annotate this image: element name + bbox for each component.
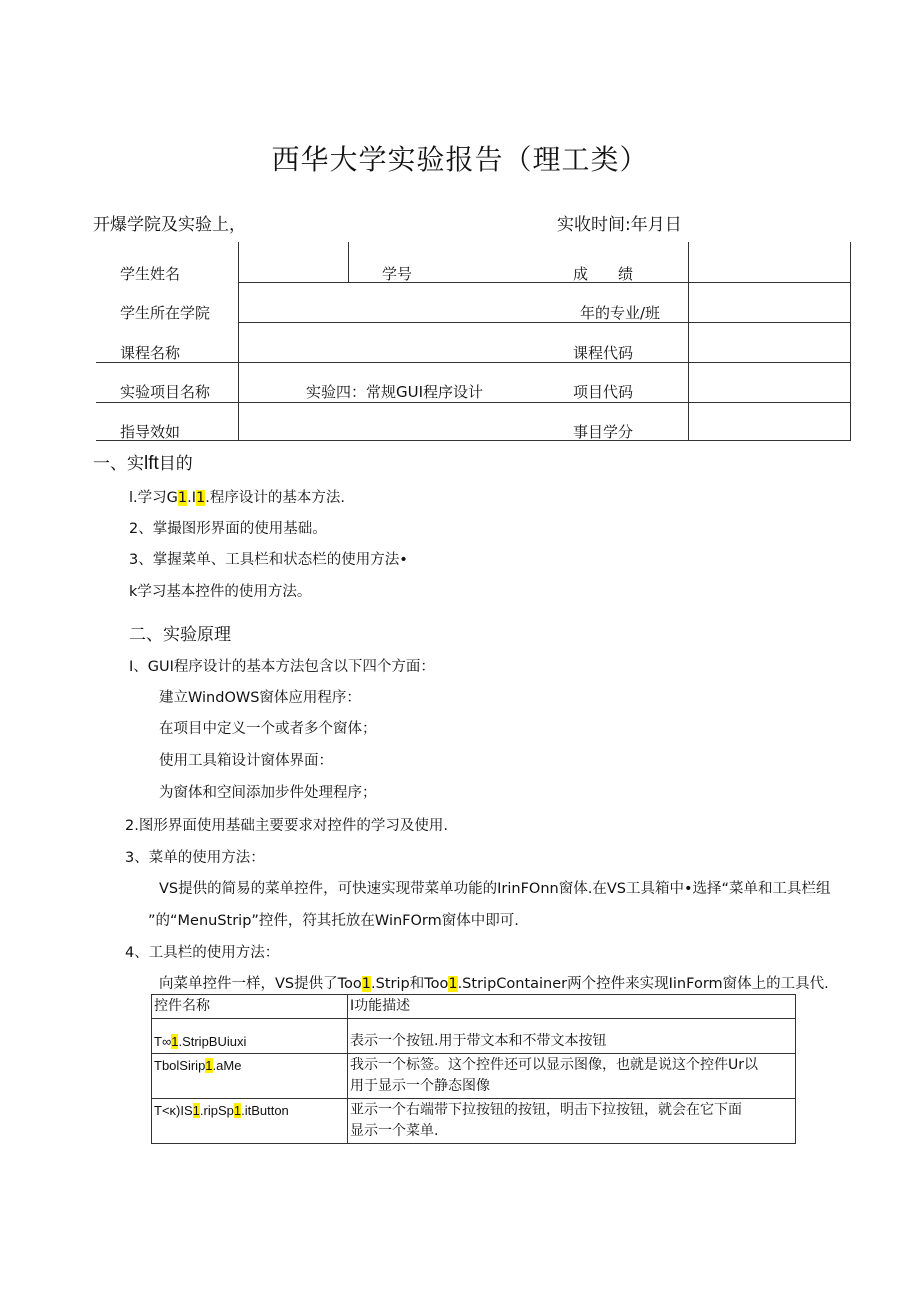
line-text: .StripContainer两个控件来实现IinForm窗体上的工具代. (457, 976, 829, 992)
label-student-name: 学生姓名 (120, 265, 181, 283)
college-label: 开爆学院及实验上， (93, 215, 246, 235)
label-college: 学生所在学院 (120, 304, 211, 322)
item-text: .程序设计的基本方法. (205, 490, 345, 506)
label-course-name: 课程名称 (120, 344, 181, 362)
section1-heading-post: 目的 (158, 454, 193, 474)
cell-text: TbolSirip (154, 1058, 206, 1073)
project-name-value: 实验四：常规GUI程序设计 (306, 383, 484, 401)
label-major-class: 年的专业/班 (580, 304, 661, 322)
section1-item-1 (129, 486, 345, 507)
table-header-row (152, 995, 796, 1019)
line-text: 向菜单控件一样，VS提供了Too (159, 976, 362, 992)
section2-p3-line1: VS提供的简易的菜单控件，可快速实现带菜单功能的IrinFOnn窗体.在VS工具箱中•选择“菜单和工具栏组 (159, 881, 831, 897)
label-project-name: 实验项目名称 (120, 383, 211, 401)
info-table (96, 242, 851, 441)
page-title: 西华大学实验报告（理工类） (271, 143, 649, 176)
item-text: l.学习G (129, 490, 178, 506)
description-line: 用于显示一个静态图像 (350, 1078, 490, 1094)
cell-text: .StripBUiuxi (178, 1034, 247, 1049)
table-row (152, 1019, 796, 1054)
section1-heading-mid: lft (144, 453, 159, 474)
table-row (152, 1054, 796, 1099)
highlight-mark: 1 (192, 1103, 200, 1118)
section2-p4: 4、工具栏的使用方法： (125, 945, 280, 961)
description-line: 亚示一个右端带下拉按钮的按钮，明击下拉按钮，就会在它下面 (350, 1102, 742, 1118)
item-text: .I (187, 490, 196, 506)
description-line: 显示一个菜单. (350, 1123, 439, 1139)
section1-heading (93, 449, 193, 475)
cell-text: T<κ)IS (154, 1103, 193, 1118)
control-name-cell (152, 1099, 348, 1144)
control-name-cell (152, 1054, 348, 1099)
section2-p2: 2.图形界面使用基础主要要求对控件的学习及使用. (125, 818, 448, 834)
description-cell (348, 1054, 796, 1099)
label-student-id: 学号 (382, 265, 413, 283)
cell-text: .ripSp (199, 1103, 234, 1118)
label-course-code: 课程代码 (573, 344, 634, 362)
section2-p1-item-1: 建立WindOWS窗体应用程序： (159, 690, 361, 706)
cell-text: .itButton (241, 1103, 289, 1118)
description-cell (348, 1099, 796, 1144)
highlight-mark: 1 (205, 1058, 213, 1073)
description-cell (348, 1019, 796, 1054)
date-label: 实收时间:年月日 (557, 215, 682, 235)
highlight-mark: 1 (196, 490, 206, 506)
line-text: .Strip和Too (371, 976, 449, 992)
controls-table (151, 994, 796, 1144)
highlight-mark: 1 (171, 1034, 179, 1049)
table-row (152, 1099, 796, 1144)
label-grade: 成 绩 (573, 265, 634, 283)
label-credits: 事目学分 (573, 423, 634, 441)
highlight-mark: 1 (233, 1103, 242, 1118)
section2-p3-line2: ”的“MenuStrip”控件，符其托放在WinFOrm窗体中即可. (148, 913, 519, 929)
header-control-name: 控件名称 (152, 995, 348, 1019)
description-line: 我示一个标签。这个控件还可以显示图像，也就是说这个控件Ur以 (350, 1057, 759, 1073)
highlight-mark: 1 (177, 490, 188, 506)
control-name-cell (152, 1019, 348, 1054)
section1-item-4: k学习基本控件的使用方法。 (129, 584, 312, 600)
section1-heading-pre: 一、实 (93, 454, 144, 474)
section2-heading: 二、实验原理 (129, 625, 231, 645)
header-description: I功能描述 (348, 995, 796, 1019)
label-project-code: 项目代码 (573, 383, 634, 401)
section2-p1-item-4: 为窗体和空间添加步件处理程序； (159, 785, 377, 801)
description-line: 表示一个按钮.用于带文本和不带文本按钮 (350, 1033, 607, 1049)
section2-p4-line (159, 972, 829, 993)
highlight-mark: 1 (448, 976, 458, 992)
cell-text: .aMe (212, 1058, 242, 1073)
section2-p1: I、GUI程序设计的基本方法包含以下四个方面： (129, 659, 435, 675)
label-instructor: 指导效如 (120, 423, 181, 441)
cell-text: T∞ (154, 1034, 172, 1049)
section1-item-2: 2、掌撮图形界面的使用基础。 (129, 521, 327, 537)
section2-p1-item-2: 在项目中定义一个或者多个窗体； (159, 721, 377, 737)
highlight-mark: 1 (361, 976, 371, 992)
section1-item-3: 3、掌握菜单、工具栏和状态栏的使用方法• (129, 552, 408, 568)
section2-p1-item-3: 使用工具箱设计窗体界面： (159, 753, 333, 769)
section2-p3: 3、菜单的使用方法： (125, 850, 265, 866)
